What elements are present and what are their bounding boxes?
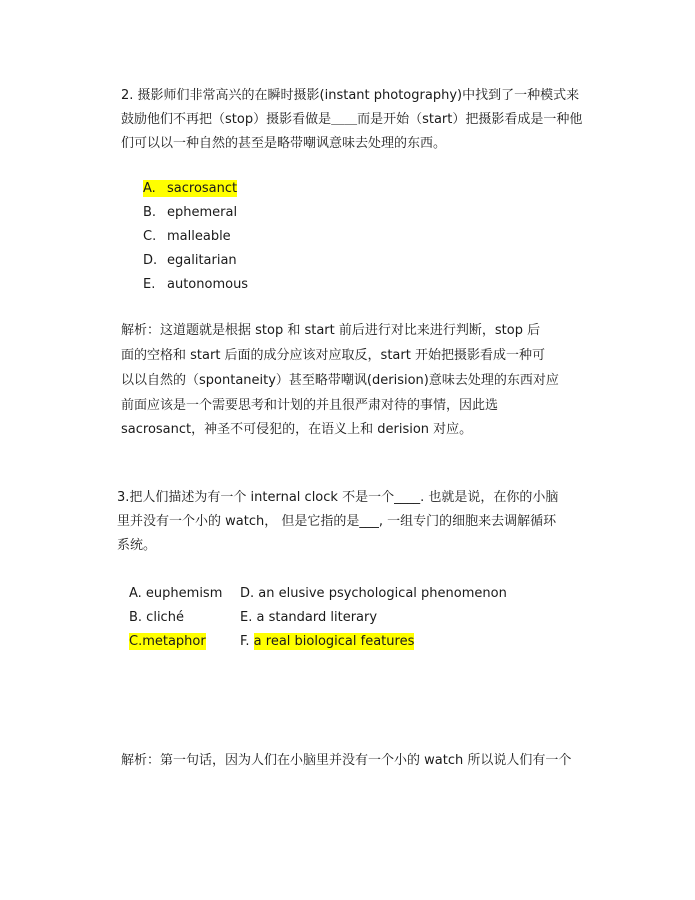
q3-option-e xyxy=(240,610,377,626)
option-letter: D. xyxy=(240,586,255,601)
option-letter: A. xyxy=(143,181,156,196)
q2-analysis-line-5: sacrosanct，神圣不可侵犯的，在语义上和 derision 对应。 xyxy=(121,422,473,437)
q2-analysis-line-3: 以以自然的（spontaneity）甚至略带嘲讽(derision)意味去处理的东西对应 xyxy=(121,373,559,388)
option-letter: E. xyxy=(240,610,253,625)
option-letter: D. xyxy=(143,253,158,268)
q2-option-d xyxy=(143,253,237,269)
q3-option-c xyxy=(129,634,206,650)
q3-analysis-line-1: 解析：第一句话，因为人们在小脑里并没有一个小的 watch 所以说人们有一个 xyxy=(121,753,572,768)
option-text: a real biological features xyxy=(253,634,415,649)
q2-analysis-line-1: 解析：这道题就是根据 stop 和 start 前后进行对比来进行判断，stop 后 xyxy=(121,323,541,338)
option-text: ephemeral xyxy=(167,205,238,220)
q2-text-line-2: 鼓励他们不再把（stop）摄影看做是＿＿而是开始（start）把摄影看成是一种他 xyxy=(121,112,583,127)
q3-text-line-2: 里并没有一个小的 watch， 但是它指的是___, 一组专门的细胞来去调解循环 xyxy=(117,514,557,529)
option-text: sacrosanct xyxy=(167,181,238,196)
option-text: an elusive psychological phenomenon xyxy=(258,586,507,601)
q2-analysis-line-4: 前面应该是一个需要思考和计划的并且很严肃对待的事情，因此选 xyxy=(121,398,499,413)
q2-option-a xyxy=(143,181,237,197)
q2-text-line-3: 们可以以一种自然的甚至是略带嘲讽意味去处理的东西。 xyxy=(121,136,447,151)
q2-option-b xyxy=(143,205,237,221)
option-text: C.metaphor xyxy=(129,634,206,649)
q3-text-line-3: 系统。 xyxy=(117,538,157,553)
q2-option-e xyxy=(143,277,248,293)
q3-option-d xyxy=(240,586,507,602)
q2-analysis-line-2: 面的空格和 start 后面的成分应该对应取反，start 开始把摄影看成一种可 xyxy=(121,348,545,363)
q3-option-a: A. euphemism xyxy=(129,586,223,601)
q2-text-line-1: 2. 摄影师们非常高兴的在瞬时摄影(instant photography)中找到了一种模式来 xyxy=(121,88,580,103)
option-text: egalitarian xyxy=(167,253,237,268)
option-text: autonomous xyxy=(167,277,249,292)
option-letter: B. xyxy=(143,205,157,220)
q3-text-line-1: 3.把人们描述为有一个 internal clock 不是一个____. 也就是说，在你的小脑 xyxy=(117,490,559,505)
option-text: a standard literary xyxy=(256,610,378,625)
option-letter: E. xyxy=(143,277,156,292)
q2-option-c xyxy=(143,229,231,245)
option-letter: C. xyxy=(143,229,157,244)
option-text: malleable xyxy=(167,229,231,244)
q3-option-f xyxy=(240,634,414,650)
option-letter: F. xyxy=(240,634,250,649)
q3-option-b: B. cliché xyxy=(129,610,184,625)
